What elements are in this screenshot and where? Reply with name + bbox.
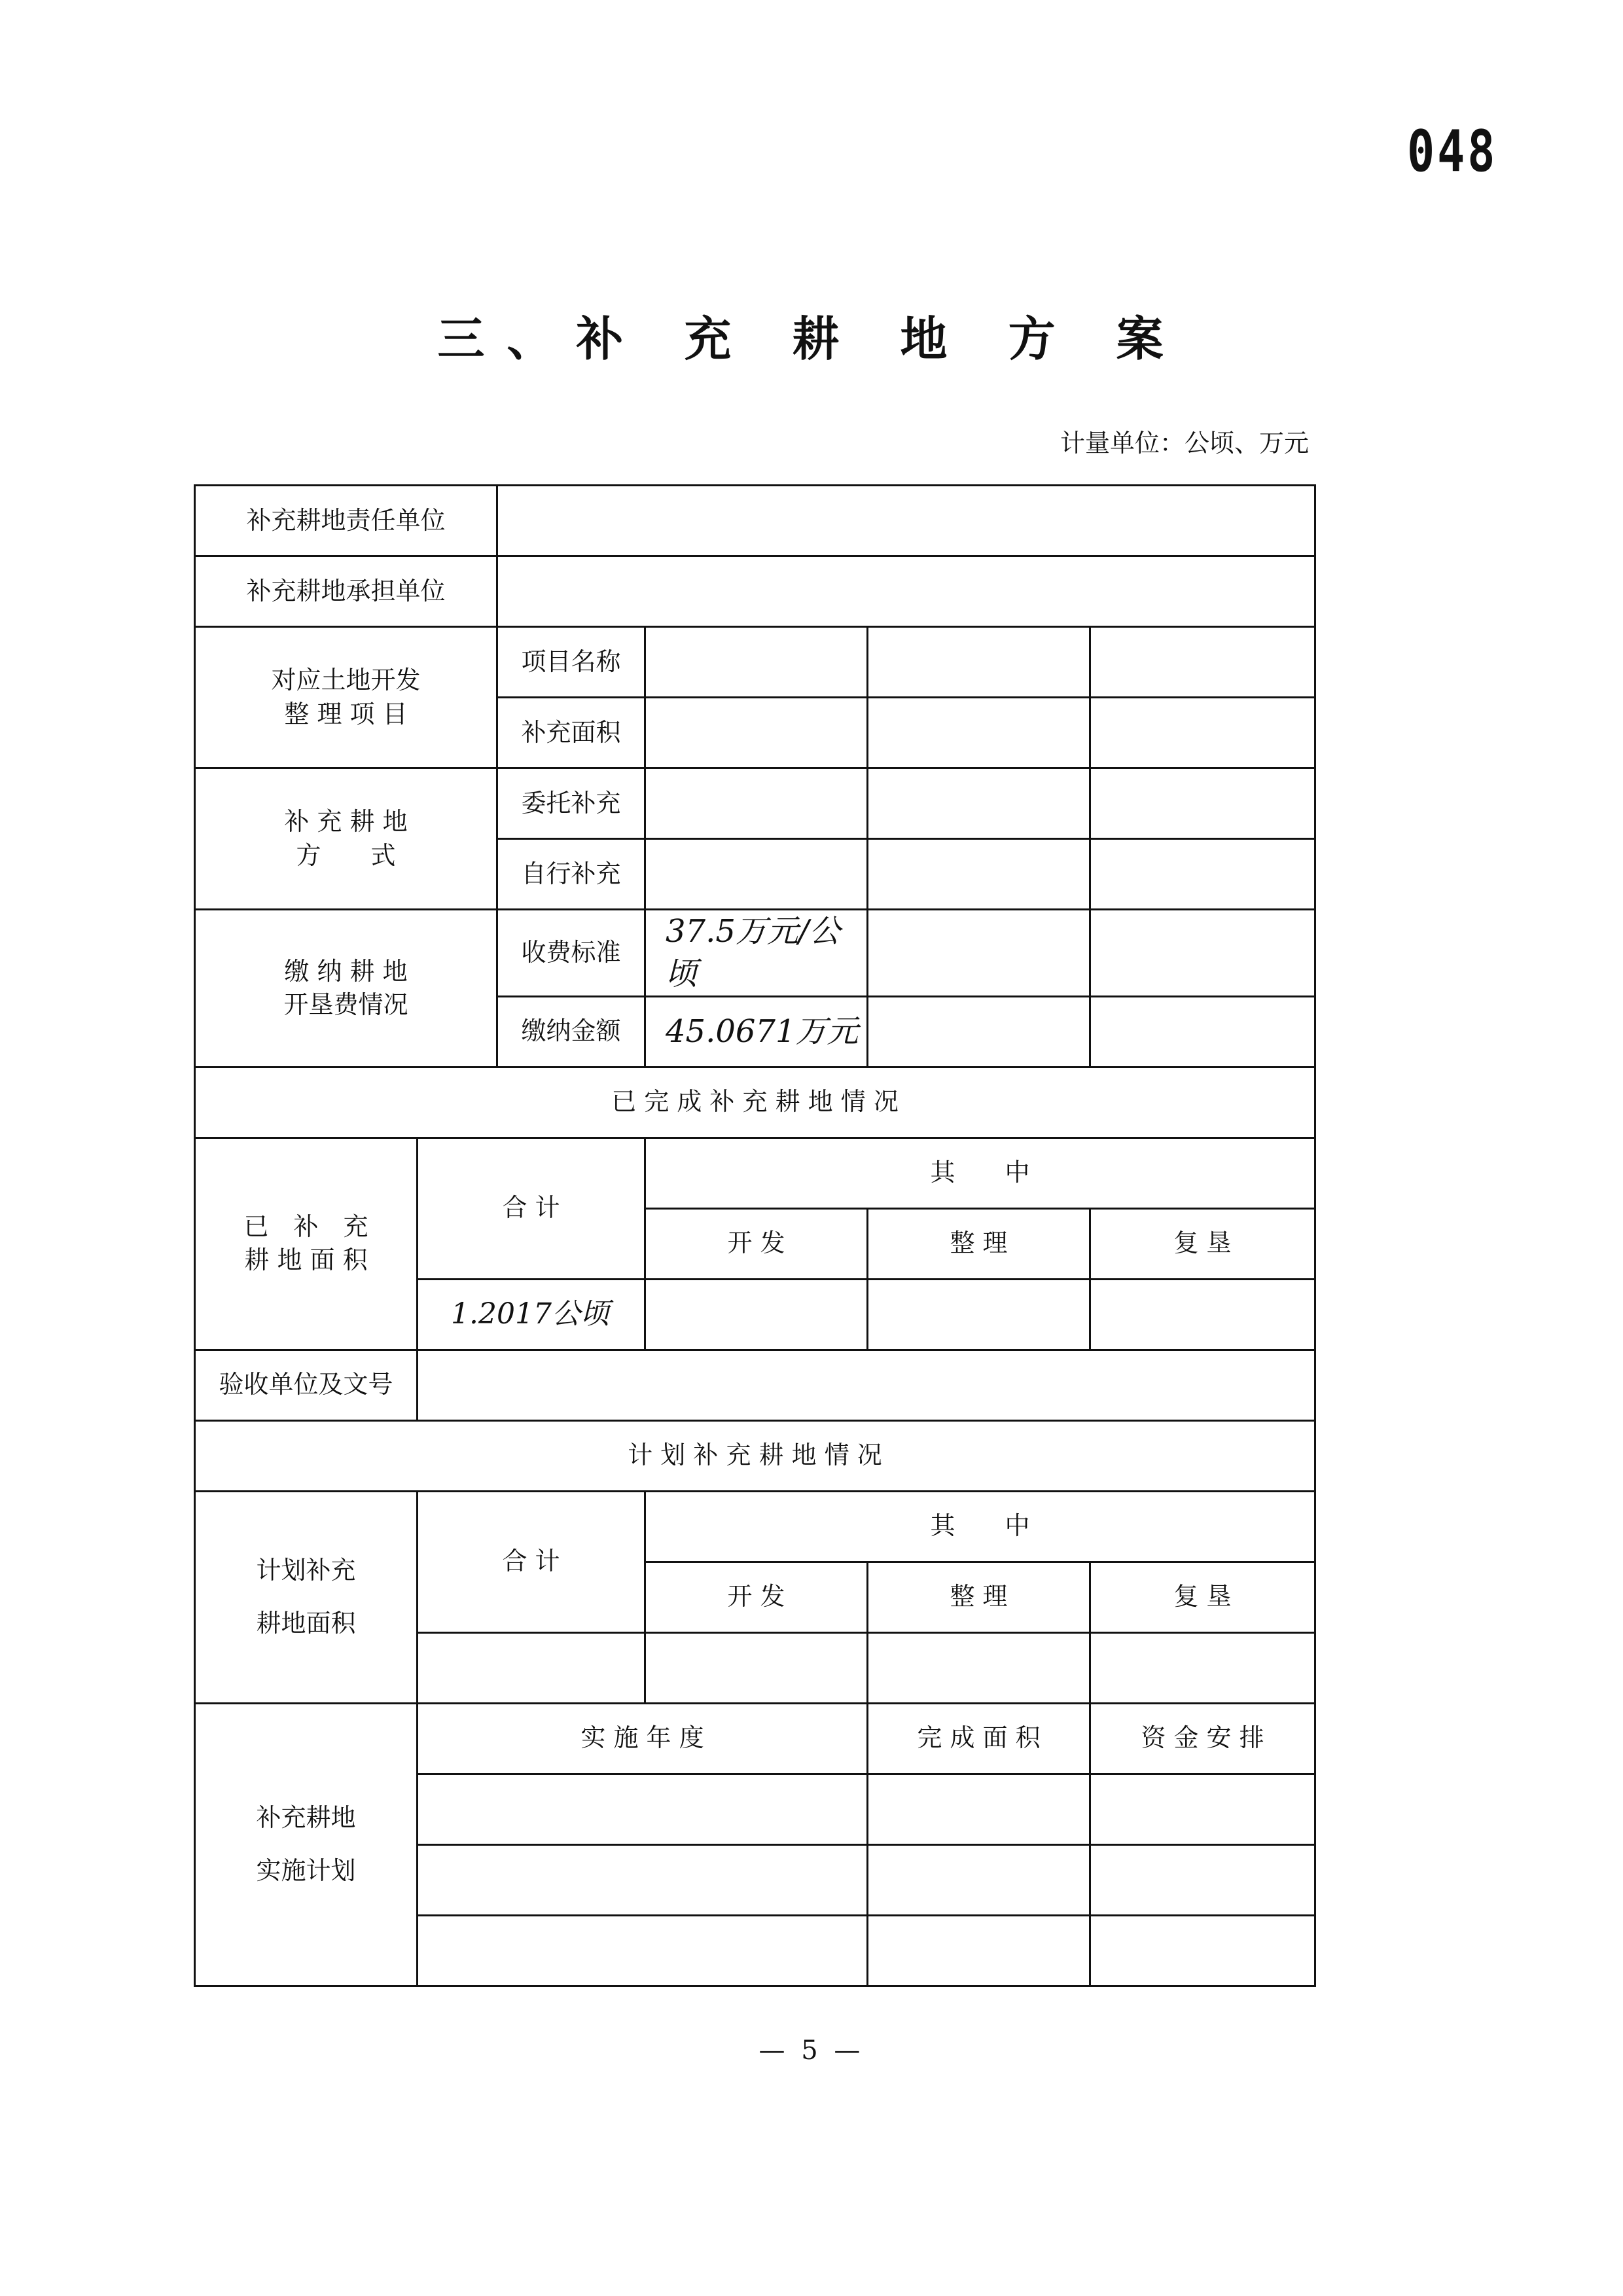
cell-empty: [868, 1632, 1090, 1703]
cell-empty: [868, 1915, 1090, 1986]
unit-note: 计量单位：公顷、万元: [1060, 429, 1309, 457]
label-project: 对应土地开发 整 理 项 目: [195, 627, 497, 768]
cell-empty: [1090, 1279, 1315, 1350]
cell-empty: [868, 1844, 1090, 1915]
handwritten-done-total: 1.2017公顷: [418, 1279, 645, 1350]
cell-empty: [1090, 910, 1315, 997]
cell-empty: [418, 1632, 645, 1703]
cell-empty: [645, 698, 868, 768]
cell-empty: [868, 996, 1090, 1067]
cell-empty: [868, 839, 1090, 910]
handwritten-fee-amount: 45.0671万元: [645, 996, 868, 1067]
cell-empty: [645, 627, 868, 698]
section-completed-header: 已 完 成 补 充 耕 地 情 况: [195, 1067, 1315, 1138]
label-self: 自行补充: [497, 839, 645, 910]
supplementary-farmland-form: [194, 484, 1316, 1987]
label-entrusted: 委托补充: [497, 768, 645, 839]
label-acceptance: 验收单位及文号: [195, 1350, 418, 1420]
handwritten-fee-standard: 37.5万元/公顷: [645, 910, 868, 997]
page-number: 048: [1407, 118, 1498, 185]
label-reclaim: 复 垦: [1090, 1208, 1315, 1279]
cell-empty: [1090, 1774, 1315, 1844]
label-project-name: 项目名称: [497, 627, 645, 698]
cell-empty: [868, 698, 1090, 768]
cell-empty: [645, 839, 868, 910]
label-fee-standard: 收费标准: [497, 910, 645, 997]
value-bearer-unit: [497, 556, 1315, 627]
cell-empty: [645, 1279, 868, 1350]
label-done-area-col: 完 成 面 积: [868, 1703, 1090, 1774]
label-fee-amount: 缴纳金额: [497, 996, 645, 1067]
cell-empty: [1090, 839, 1315, 910]
label-bearer-unit: 补充耕地承担单位: [195, 556, 497, 627]
cell-empty: [1090, 1915, 1315, 1986]
label-plan-of-which: 其 中: [645, 1491, 1315, 1562]
cell-empty: [418, 1774, 868, 1844]
cell-empty: [418, 1844, 868, 1915]
label-resp-unit: 补充耕地责任单位: [195, 486, 497, 556]
label-arrange: 整 理: [868, 1208, 1090, 1279]
label-impl-plan: 补充耕地 实施计划: [195, 1703, 418, 1986]
page-title: 三、补 充 耕 地 方 案: [437, 312, 1186, 367]
cell-empty: [1090, 627, 1315, 698]
cell-empty: [1090, 996, 1315, 1067]
label-develop: 开 发: [645, 1208, 868, 1279]
label-supp-area: 补充面积: [497, 698, 645, 768]
label-done-area: 已 补 充 耕 地 面 积: [195, 1138, 418, 1350]
label-total: 合 计: [418, 1138, 645, 1279]
cell-empty: [868, 768, 1090, 839]
value-acceptance: [418, 1350, 1315, 1420]
cell-empty: [868, 910, 1090, 997]
cell-empty: [418, 1915, 868, 1986]
cell-empty: [1090, 1632, 1315, 1703]
cell-empty: [645, 768, 868, 839]
cell-empty: [1090, 698, 1315, 768]
label-funding: 资 金 安 排: [1090, 1703, 1315, 1774]
label-plan-develop: 开 发: [645, 1562, 868, 1632]
label-impl-year: 实 施 年 度: [418, 1703, 868, 1774]
cell-empty: [868, 1774, 1090, 1844]
label-mode: 补 充 耕 地 方 式: [195, 768, 497, 910]
cell-empty: [868, 1279, 1090, 1350]
cell-empty: [1090, 1844, 1315, 1915]
label-of-which: 其 中: [645, 1138, 1315, 1208]
label-plan-reclaim: 复 垦: [1090, 1562, 1315, 1632]
label-plan-arrange: 整 理: [868, 1562, 1090, 1632]
section-planned-header: 计 划 补 充 耕 地 情 况: [195, 1420, 1315, 1491]
cell-empty: [868, 627, 1090, 698]
value-resp-unit: [497, 486, 1315, 556]
label-plan-area: 计划补充 耕地面积: [195, 1491, 418, 1703]
label-fee: 缴 纳 耕 地 开垦费情况: [195, 910, 497, 1067]
label-plan-total: 合 计: [418, 1491, 645, 1632]
cell-empty: [1090, 768, 1315, 839]
cell-empty: [645, 1632, 868, 1703]
page-footer: — 5 —: [758, 2036, 865, 2066]
